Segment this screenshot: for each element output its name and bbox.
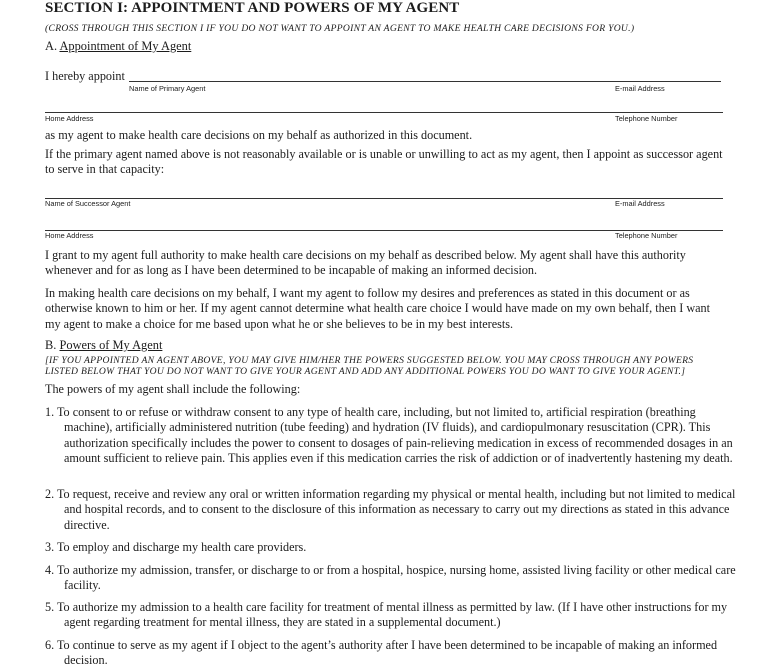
power-item-4: 4. To authorize my admission, transfer, or discharge to or from a hospital, hospice, nursing home, assisted living facility or other medical care facility. bbox=[45, 563, 736, 593]
part-a-heading bbox=[45, 39, 191, 54]
power-item-1: 1. To consent to or refuse or withdraw consent to any type of health care, including, but not limited to, artificial respiration (breathing machine), artificially administered nutrition (tube feeding) and hydration (IV fluids), and cardiopulmonary resuscitation (CPR). This authorization specifically includes the power to consent to dosages of pain-relieving medication in excess of recommended dosages in an amount sufficient to relieve pain. This applies even if this medication carries the risk of addiction or of inadvertently hastening my death. bbox=[45, 405, 733, 465]
part-b-letter: B. bbox=[45, 338, 57, 352]
grant-text: I grant to my agent full authority to make health care decisions on my behalf as described below. My agent shall have this authority whenever and for as long as I have been determined to be incapable of making an informed decision. bbox=[45, 248, 686, 278]
section-title: SECTION I: APPOINTMENT AND POWERS OF MY AGENT bbox=[45, 0, 460, 16]
successor-phone-label: Telephone Number bbox=[615, 231, 678, 240]
primary-phone-label: Telephone Number bbox=[615, 114, 678, 123]
powers-intro: The powers of my agent shall include the following: bbox=[45, 382, 301, 396]
primary-email-label: E-mail Address bbox=[615, 84, 665, 93]
primary-address-line[interactable] bbox=[45, 112, 723, 113]
primary-home-label: Home Address bbox=[45, 114, 94, 123]
successor-home-label: Home Address bbox=[45, 231, 94, 240]
part-a-letter: A. bbox=[45, 39, 58, 53]
part-a-title: Appointment of My Agent bbox=[59, 39, 192, 53]
as-agent-text: as my agent to make health care decisions on my behalf as authorized in this document. bbox=[45, 128, 473, 142]
part-b-title: Powers of My Agent bbox=[59, 338, 163, 352]
section-note: (CROSS THROUGH THIS SECTION I IF YOU DO NOT WANT TO APPOINT AN AGENT TO MAKE HEALTH CARE DECISIONS FOR YOU.) bbox=[45, 23, 635, 34]
power-item-3: 3. To employ and discharge my health care providers. bbox=[45, 540, 307, 554]
part-b-heading bbox=[45, 338, 162, 353]
appoint-text: I hereby appoint bbox=[45, 69, 125, 83]
successor-name-label: Name of Successor Agent bbox=[45, 199, 131, 208]
power-item-6: 6. To continue to serve as my agent if I object to the agent’s authority after I have been determined to be incapable of making an informed decision. bbox=[45, 638, 718, 668]
power-item-2: 2. To request, receive and review any oral or written information regarding my physical or mental health, including but not limited to medical and hospital records, and to consent to the disclosure of this information as necessary to carry out my directions as stated in this advance directive. bbox=[45, 487, 736, 532]
part-b-note: [IF YOU APPOINTED AN AGENT ABOVE, YOU MAY GIVE HIM/HER THE POWERS SUGGESTED BELOW. YOU MAY CROSS THROUGH ANY POWERS LISTED BELOW THAT YOU DO NOT WANT TO GIVE YOUR AGENT AND ADD ANY ADDITIONAL POWERS YOU DO WANT TO GIVE YOUR AGENT.] bbox=[45, 355, 694, 377]
successor-email-label: E-mail Address bbox=[615, 199, 665, 208]
primary-agent-line[interactable] bbox=[129, 81, 721, 82]
power-item-5: 5. To authorize my admission to a health care facility for treatment of mental illness as permitted by law. (If I have other instructions for my agent regarding treatment for mental illness, they are stated in a supplemental document.) bbox=[45, 600, 728, 630]
successor-text: If the primary agent named above is not reasonably available or is unable or unwilling to act as my agent, then I appoint as successor agent to serve in that capacity: bbox=[45, 147, 723, 177]
decisions-text: In making health care decisions on my behalf, I want my agent to follow my desires and preferences as stated in this document or as otherwise known to him or her. If my agent cannot determine what health care choice I would have made on my own behalf, then I want my agent to make a choice for me based upon what he or she believes to be in my best interests. bbox=[45, 286, 711, 331]
primary-name-label: Name of Primary Agent bbox=[129, 84, 206, 93]
